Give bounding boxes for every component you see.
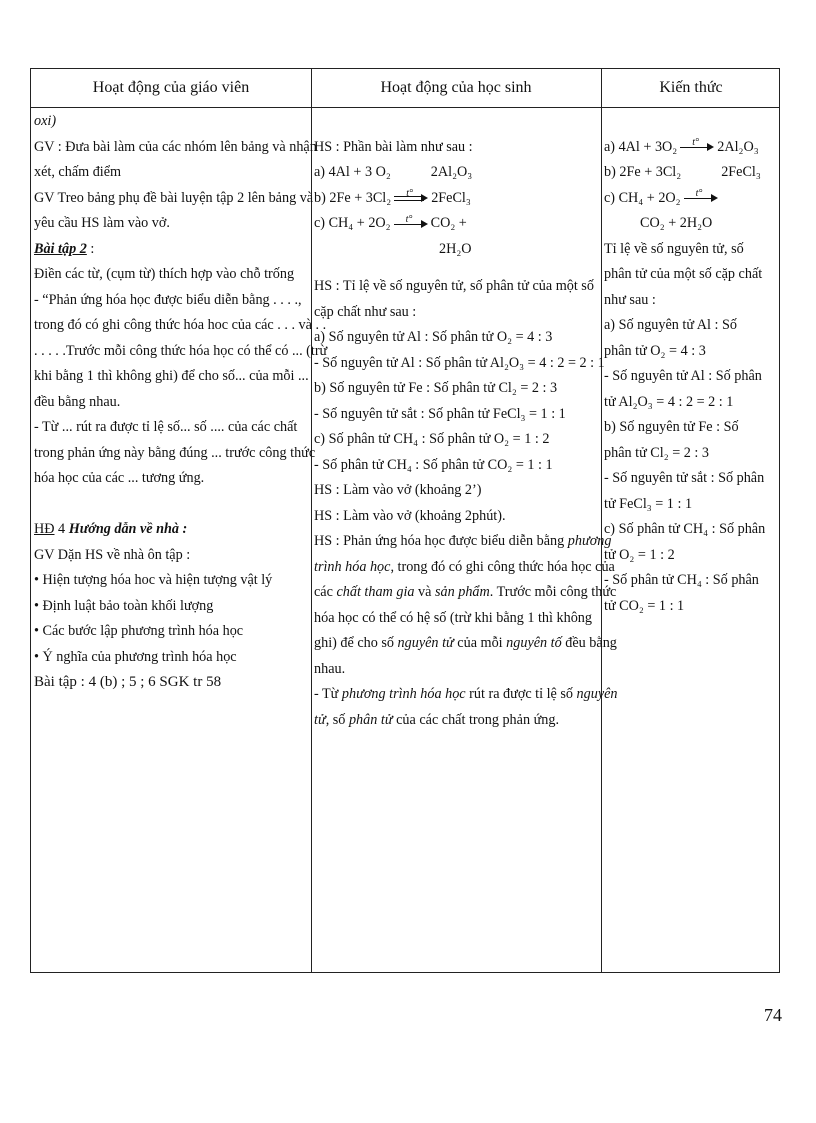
ratio-line: tử Al₂O₃ = 4 : 2 = 2 : 1 [604, 393, 734, 410]
ratio-line: a) Số nguyên tử Al : Số phân tử O₂ = 4 : 3 [314, 329, 553, 345]
teacher-column [34, 109, 328, 696]
text-line: HS : Tỉ lệ về số nguyên tử, số phân tử của một số [314, 278, 594, 294]
equation-c: c) CH₄ + 2O₂ t° [604, 186, 778, 212]
answer-line: HS : Phản ứng hóa học được biểu diễn bằng phương [314, 533, 612, 549]
text-line: oxi) [34, 113, 57, 129]
equation-c: c) CH₄ + 2O₂ t° CO₂ + [314, 213, 467, 231]
ratio-line: - Số nguyên tử sắt : Số phân tử FeCl₃ = 1 : 1 [314, 405, 566, 422]
text-line: Tỉ lệ về số nguyên tử, số [604, 240, 744, 257]
ratio-line: - Số phân tử CH₄ : Số phân tử CO₂ = 1 : 1 [314, 456, 553, 473]
homework-line: Bài tập : 4 (b) ; 5 ; 6 SGK tr 58 [34, 674, 222, 690]
text-line: đều bằng nhau. [34, 393, 121, 410]
text-line: HS : Làm vào vở (khoảng 2’) [314, 482, 482, 498]
text-line: - Từ ... rút ra được tỉ lệ số... số .... của các chất [34, 419, 298, 435]
activity-heading: HĐ 4 Hướng dẫn về nhà : [34, 521, 188, 537]
equation-b: b) 2Fe + 3Cl₂ 2FeCl₃ [604, 164, 761, 180]
exercise-title: Bài tập 2 : [34, 240, 95, 257]
ratio-line: phân tử Cl₂ = 2 : 3 [604, 444, 709, 461]
answer-line: ghi) để cho số nguyên tử của mỗi nguyên tố đều bằng [314, 635, 617, 651]
answer-line: trình hóa học, trong đó có ghi công thức hóa học của [314, 558, 615, 575]
text-line: . . . . .Trước mỗi công thức hóa học có thể có ... (trừ [34, 342, 328, 359]
header-teacher: Hoạt động của giáo viên [92, 79, 250, 96]
equation-c-cont: 2H₂O [439, 240, 472, 257]
bullet-item: • Định luật bảo toàn khối lượng [34, 597, 214, 614]
text-line: - “Phản ứng hóa học được biểu diễn bằng . . . ., [34, 291, 302, 308]
header-knowledge: Kiến thức [659, 79, 723, 96]
text-line: hóa học của các ... tương ứng. [34, 470, 205, 486]
answer-line: nhau. [314, 660, 346, 677]
ratio-line: - Số nguyên tử sắt : Số phân [604, 470, 765, 486]
text-line: khi bằng 1 thì không ghi) để cho số... của mỗi ... [34, 368, 309, 384]
text-line: như sau : [604, 291, 656, 308]
text-line: GV : Đưa bài làm của các nhóm lên bảng và nhận [34, 138, 317, 155]
bullet-item: • Ý nghĩa của phương trình hóa học [34, 648, 237, 665]
column-divider [601, 69, 602, 972]
text-line: HS : Phần bài làm như sau : [314, 138, 473, 155]
ratio-line: tử O₂ = 1 : 2 [604, 546, 675, 563]
text-line: GV Treo bảng phụ đề bài luyện tập 2 lên bảng và [34, 189, 314, 206]
reaction-arrow-icon: t° [684, 193, 718, 203]
text-line: cặp chất như sau : [314, 303, 417, 320]
answer-line: tử, số phân tử của các chất trong phản ứng. [314, 711, 560, 728]
reaction-arrow-icon: t° [394, 219, 428, 229]
reaction-arrow-icon: t° [680, 142, 714, 152]
equation-a: a) 4Al + 3O₂ t° 2Al₂O₃ [604, 137, 759, 155]
text-line: trong đó có ghi công thức hóa hoc của các . . . và . . [34, 317, 327, 333]
ratio-line: - Số nguyên tử Al : Số phân tử Al₂O₃ = 4 : 2 = 2 : 1 [314, 354, 605, 371]
ratio-line: c) Số phân tử CH₄ : Số phân [604, 521, 766, 537]
ratio-line: - Số nguyên tử Al : Số phân [604, 368, 762, 384]
text-line: HS : Làm vào vở (khoảng 2phút). [314, 507, 506, 524]
header-divider [31, 107, 779, 108]
ratio-line: tử CO₂ = 1 : 1 [604, 597, 685, 614]
ratio-line: b) Số nguyên tử Fe : Số [604, 419, 739, 435]
bullet-item: • Hiện tượng hóa hoc và hiện tượng vật lý [34, 572, 273, 588]
text-line: xét, chấm điểm [34, 164, 122, 180]
ratio-line: phân tử O₂ = 4 : 3 [604, 342, 706, 359]
text-line: yêu cầu HS làm vào vở. [34, 215, 170, 231]
answer-line: hóa học có thể có hệ số (trừ khi bằng 1 thì không [314, 609, 592, 626]
ratio-line: b) Số nguyên tử Fe : Số phân tử Cl₂ = 2 : 3 [314, 380, 558, 396]
text-line: trong phản ứng này bằng đúng ... trước công thức [34, 444, 316, 461]
ratio-line: tử FeCl₃ = 1 : 1 [604, 495, 693, 512]
equation-b: b) 2Fe + 3Cl₂ t° 2FeCl₃ [314, 188, 471, 206]
text-line: GV Dặn HS về nhà ôn tập : [34, 546, 191, 563]
ratio-line: - Số phân tử CH₄ : Số phân [604, 572, 759, 588]
text-line: phân tử của một số cặp chất [604, 266, 763, 282]
ratio-line: a) Số nguyên tử Al : Số [604, 317, 738, 333]
ratio-line: c) Số phân tử CH₄ : Số phân tử O₂ = 1 : 2 [314, 431, 550, 447]
lesson-table [30, 68, 780, 973]
reaction-arrow-icon: t° [394, 193, 428, 203]
header-student: Hoạt động của học sinh [380, 79, 532, 96]
equation-c-cont: CO₂ + 2H₂O [640, 215, 713, 231]
bullet-item: • Các bước lập phương trình hóa học [34, 623, 244, 639]
page-number: 74 [764, 1005, 782, 1025]
equation-a: a) 4Al + 3 O₂ 2Al₂O₃ [314, 164, 473, 180]
knowledge-column [604, 109, 778, 619]
text-line: Điền các từ, (cụm từ) thích hợp vào chỗ trống [34, 266, 295, 282]
student-column [314, 109, 618, 733]
answer-line: các chất tham gia và sản phẩm. Trước mỗi công thức [314, 584, 617, 600]
answer-line: - Từ phương trình hóa học rút ra được tỉ lệ số nguyên [314, 686, 618, 702]
